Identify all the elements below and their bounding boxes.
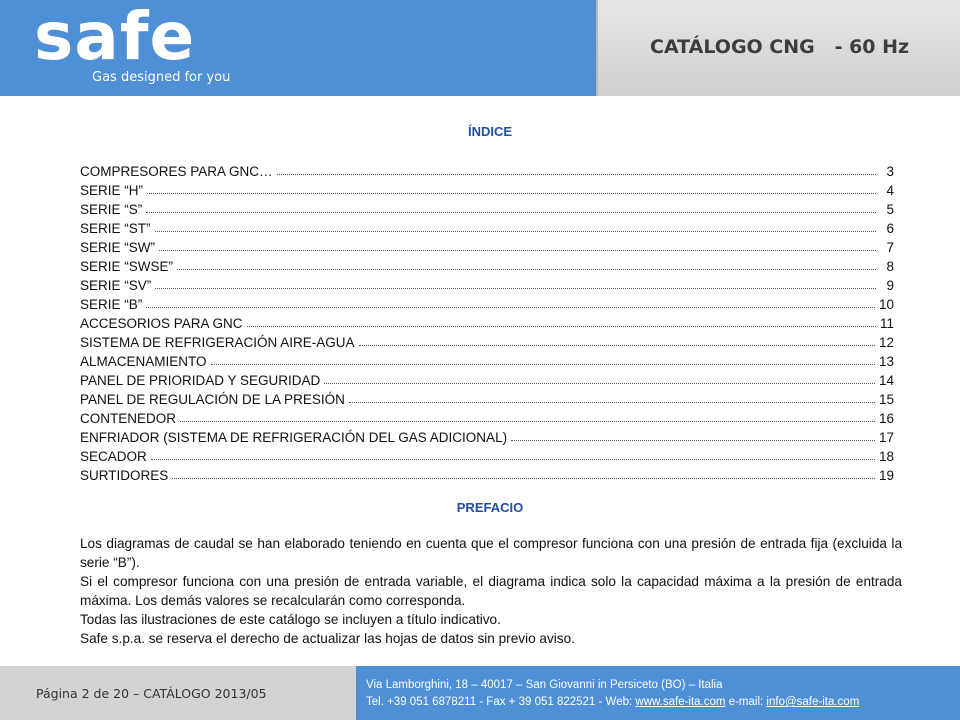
toc-dot-leader (155, 230, 876, 232)
table-of-contents (80, 160, 894, 483)
toc-entry-title: ALMACENAMIENTO (80, 354, 207, 369)
toc-entry-page: 9 (886, 278, 894, 293)
toc-entry[interactable] (80, 312, 894, 331)
toc-entry[interactable] (80, 350, 894, 369)
toc-dot-leader (147, 192, 876, 194)
safe-logo: safe (34, 0, 196, 75)
toc-entry[interactable] (80, 369, 894, 388)
toc-entry-title: SERIE “SV” (80, 278, 152, 293)
toc-entry-title: ACCESORIOS PARA GNC (80, 316, 243, 331)
preface-paragraph: Safe s.p.a. se reserva el derecho de actualizar las hojas de datos sin previo aviso. (80, 631, 575, 646)
toc-entry[interactable] (80, 236, 894, 255)
toc-entry[interactable] (80, 407, 894, 426)
toc-dot-leader (511, 439, 875, 441)
toc-dot-leader (277, 173, 876, 175)
toc-dot-leader (247, 325, 876, 327)
email-label: e-mail: (728, 696, 764, 708)
preface-body (80, 534, 902, 648)
toc-entry-page: 15 (878, 392, 894, 407)
toc-entry[interactable] (80, 388, 894, 407)
preface-paragraph: Todas las ilustraciones de este catálogo se incluyen a título indicativo. (80, 612, 501, 627)
toc-dot-leader (146, 211, 876, 213)
preface-paragraph: Los diagramas de caudal se han elaborado teniendo en cuenta que el compresor funciona con una presión de entrada fija (excluida la serie “B”). (80, 536, 902, 570)
company-contact (366, 696, 859, 708)
footer-contact-panel (356, 666, 960, 720)
toc-entry-page: 6 (886, 221, 894, 236)
toc-entry[interactable] (80, 217, 894, 236)
toc-entry[interactable] (80, 179, 894, 198)
website-link[interactable]: www.safe-ita.com (635, 696, 726, 708)
toc-heading: ÍNDICE (467, 124, 513, 139)
toc-entry-page: 14 (878, 373, 894, 388)
toc-entry[interactable] (80, 160, 894, 179)
toc-entry-page: 19 (878, 468, 894, 483)
company-address: Via Lamborghini, 18 – 40017 – San Giovanni in Persiceto (BO) – Italia (366, 679, 723, 691)
toc-entry-page: 17 (878, 430, 894, 445)
logo-tagline: Gas designed for you (92, 70, 231, 85)
toc-entry-title: SECADOR (80, 449, 147, 464)
toc-entry[interactable] (80, 255, 894, 274)
toc-dot-leader (359, 344, 875, 346)
toc-entry-page: 8 (886, 259, 894, 274)
toc-entry-title: SERIE “S” (80, 202, 143, 217)
email-link[interactable]: info@safe-ita.com (766, 696, 860, 708)
toc-dot-leader (211, 363, 875, 365)
page-footer (0, 666, 960, 720)
toc-entry-title: SERIE “H” (80, 183, 144, 198)
toc-entry-page: 11 (879, 316, 894, 331)
toc-entry-title: SERIE “SW” (80, 240, 156, 255)
toc-dot-leader (151, 458, 875, 460)
title-panel (596, 0, 960, 96)
toc-dot-leader (177, 268, 876, 270)
toc-entry-title: ENFRIADOR (SISTEMA DE REFRIGERACIÓN DEL GAS ADICIONAL) (80, 430, 508, 445)
toc-entry-title: COMPRESORES PARA GNC… (80, 164, 273, 179)
toc-entry-page: 7 (886, 240, 894, 255)
toc-entry-title: SERIE “B” (80, 297, 143, 312)
toc-entry-title: PANEL DE REGULACIÓN DE LA PRESIÓN (80, 392, 345, 407)
toc-dot-leader (146, 306, 875, 308)
toc-entry[interactable] (80, 426, 894, 445)
toc-entry-page: 3 (886, 164, 894, 179)
toc-entry-page: 16 (878, 411, 894, 426)
toc-dot-leader (172, 477, 875, 479)
toc-entry-page: 13 (878, 354, 894, 369)
toc-dot-leader (155, 287, 876, 289)
toc-entry[interactable] (80, 464, 894, 483)
toc-entry[interactable] (80, 274, 894, 293)
catalog-title: CATÁLOGO CNG - 60 Hz (650, 36, 910, 58)
footer-page-panel (0, 666, 356, 720)
page-header (0, 0, 960, 96)
toc-dot-leader (180, 420, 875, 422)
preface-paragraph: Si el compresor funciona con una presión de entrada variable, el diagrama indica solo la capacidad máxima a la presión de entrada máxima. Los demás valores se recalcularán como corresponda. (80, 574, 902, 608)
logo-panel (0, 0, 596, 96)
toc-entry-title: SISTEMA DE REFRIGERACIÓN AIRE-AGUA (80, 335, 355, 350)
toc-entry-page: 12 (878, 335, 894, 350)
toc-entry-title: SURTIDORES (80, 468, 169, 483)
toc-entry[interactable] (80, 445, 894, 464)
toc-entry-page: 4 (886, 183, 894, 198)
page-info: Página 2 de 20 – CATÁLOGO 2013/05 (36, 686, 267, 701)
toc-entry[interactable] (80, 198, 894, 217)
toc-entry-title: SERIE “ST” (80, 221, 151, 236)
toc-entry-page: 5 (886, 202, 894, 217)
toc-dot-leader (324, 382, 875, 384)
preface-heading: PREFACIO (456, 500, 524, 515)
toc-entry[interactable] (80, 293, 894, 312)
toc-entry-page: 10 (878, 297, 894, 312)
toc-entry-title: CONTENEDOR (80, 411, 177, 426)
toc-entry-title: PANEL DE PRIORIDAD Y SEGURIDAD (80, 373, 321, 388)
toc-entry-page: 18 (878, 449, 894, 464)
toc-dot-leader (349, 401, 875, 403)
toc-entry-title: SERIE “SWSE” (80, 259, 174, 274)
toc-dot-leader (159, 249, 876, 251)
contact-phone-fax: Tel. +39 051 6878211 - Fax + 39 051 822521 - Web: (366, 696, 633, 708)
toc-entry[interactable] (80, 331, 894, 350)
